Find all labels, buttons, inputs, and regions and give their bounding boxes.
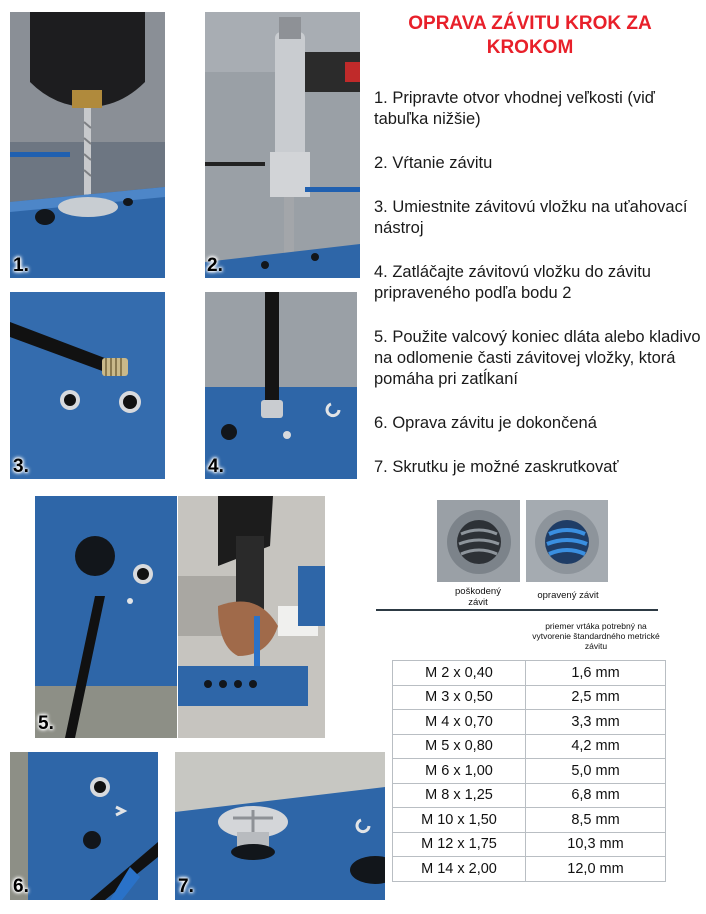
damaged-thread-image [437,500,520,582]
drill-diameter-cell: 12,0 mm [526,857,666,882]
thread-size-cell: M 6 x 1,00 [393,759,526,784]
step-5: 5. Použite valcový koniec dláta alebo kladivo na odlomenie časti závitovej vložky, ktorá pomáha pri zatĺkaní [374,328,701,388]
table-header-drill-diameter: priemer vrtáka potrebný na vytvorenie štandardného metrické závitu [532,621,660,651]
step-6: 6. Oprava závitu je dokončená [374,414,597,432]
drill-diameter-cell: 2,5 mm [526,685,666,710]
thread-size-cell: M 14 x 2,00 [393,857,526,882]
drill-diameter-cell: 4,2 mm [526,734,666,759]
photo-label-6: 6. [13,876,29,897]
photo-label-1: 1. [13,255,29,276]
table-row [393,759,666,784]
damaged-thread-caption: poškodený závit [455,586,501,608]
photo-label-7: 7. [178,876,194,897]
thread-size-cell: M 8 x 1,25 [393,783,526,808]
drill-diameter-cell: 5,0 mm [526,759,666,784]
table-row [393,734,666,759]
table-row [393,832,666,857]
thread-size-cell: M 12 x 1,75 [393,832,526,857]
drill-diameter-cell: 1,6 mm [526,661,666,686]
thread-size-cell: M 5 x 0,80 [393,734,526,759]
steps-list [374,88,704,501]
photo-label-4: 4. [208,456,224,477]
table-row [393,857,666,882]
page-title: OPRAVA ZÁVITU KROK ZA KROKOM [408,13,652,58]
photo-step-5-hammer [178,496,325,738]
photo-label-3: 3. [13,456,29,477]
step-1: 1. Pripravte otvor vhodnej veľkosti (viď tabuľka nižšie) [374,89,655,128]
photo-step-1-drilling [10,12,165,278]
table-row [393,710,666,735]
table-row [393,808,666,833]
photo-step-4-pressing-insert [205,292,357,479]
thread-size-cell: M 2 x 0,40 [393,661,526,686]
drill-size-table [392,660,666,882]
drill-diameter-cell: 6,8 mm [526,783,666,808]
table-row [393,661,666,686]
photo-step-7-screw-installed [175,752,385,900]
drill-diameter-cell: 3,3 mm [526,710,666,735]
table-row [393,783,666,808]
photo-label-2: 2. [207,255,223,276]
step-4: 4. Zatláčajte závitovú vložku do závitu pripraveného podľa bodu 2 [374,263,651,302]
table-row [393,685,666,710]
photo-step-3-insert-on-tool [10,292,165,479]
drill-diameter-cell: 10,3 mm [526,832,666,857]
photo-step-5-breaking-tang [35,496,177,738]
repaired-thread-image [526,500,608,582]
drill-diameter-cell: 8,5 mm [526,808,666,833]
photo-label-5: 5. [38,713,54,734]
divider-line [376,609,658,611]
photo-step-6-repair-done [10,752,158,900]
thread-size-cell: M 4 x 0,70 [393,710,526,735]
step-2: 2. Vŕtanie závitu [374,154,493,172]
thread-size-cell: M 3 x 0,50 [393,685,526,710]
thread-size-cell: M 10 x 1,50 [393,808,526,833]
step-7: 7. Skrutku je možné zaskrutkovať [374,458,619,476]
repaired-thread-caption: opravený závit [537,590,599,601]
photo-step-2-tapping [205,12,360,278]
step-3: 3. Umiestnite závitovú vložku na uťahovací nástroj [374,198,688,237]
